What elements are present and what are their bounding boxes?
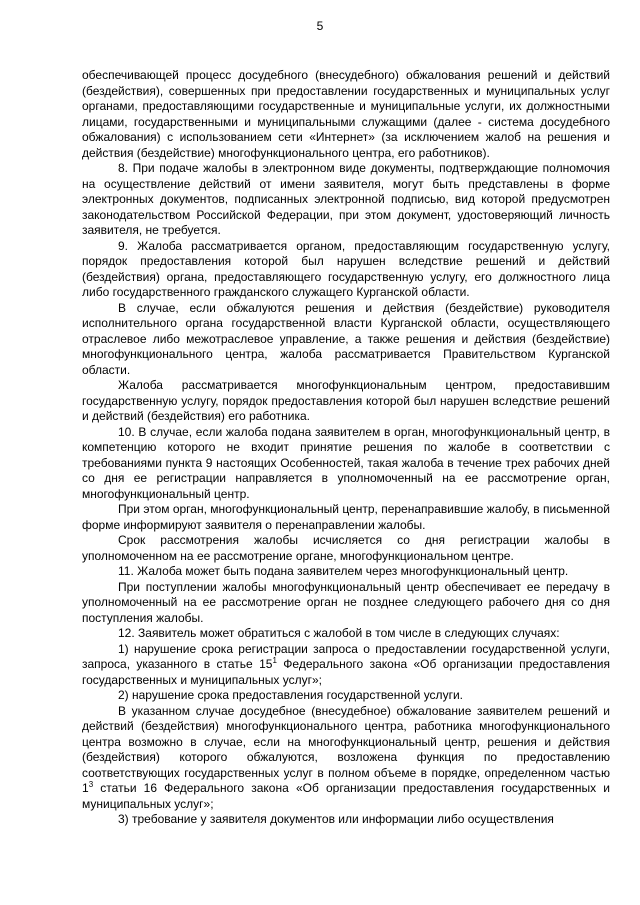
paragraph-text: В указанном случае досудебное (внесудебное) обжалование заявителем решений и действий (бездействия) многофункционального центра, работника многофункционального центра возможно в случае, если на многофункциональный центр, решения и действия (бездействия) которого обжалуются, возложена функция по предоставлению соответствующих государственных услуг в полном объеме в порядке, определенном частью 1 bbox=[82, 703, 610, 795]
paragraph: 10. В случае, если жалоба подана заявителем в орган, многофункциональный центр, в компетенцию которого не входит принятие решения по жалобе в соответствии с требованиями пункта 9 настоящих Особенностей, такая жалоба в течение трех рабочих дней со дня ее регистрации направляется в уполномоченный на ее рассмотрение орган, многофункциональный центр. bbox=[82, 424, 610, 501]
page-number: 5 bbox=[316, 19, 324, 33]
paragraph: 3) требование у заявителя документов или информации либо осуществления bbox=[118, 812, 554, 826]
paragraph: При этом орган, многофункциональный центр, перенаправившие жалобу, в письменной форме информируют заявителя о перенаправлении жалобы. bbox=[82, 502, 610, 532]
paragraph bbox=[82, 704, 610, 813]
paragraph: При поступлении жалобы многофункциональный центр обеспечивает ее передачу в уполномоченный на ее рассмотрение орган не позднее следующего рабочего дня со дня поступления жалобы. bbox=[82, 579, 610, 625]
paragraph: 11. Жалоба может быть подана заявителем через многофункциональный центр. bbox=[118, 564, 569, 578]
paragraph: 12. Заявитель может обратиться с жалобой в том числе в следующих случаях: bbox=[118, 626, 560, 640]
paragraph: 8. При подаче жалобы в электронном виде документы, подтверждающие полномочия на осуществление действий от имени заявителя, могут быть представлены в форме электронных документов, подписанных электронной подписью, вид которой предусмотрен законодательством Российской Федерации, при этом документ, удостоверяющий личность заявителя, не требуется. bbox=[82, 161, 610, 237]
paragraph-text: статьи 16 Федерального закона «Об организации предоставления государственных и муниципальных услуг»; bbox=[82, 781, 610, 811]
paragraph-text: 1) нарушение срока регистрации запроса о предоставлении государственной услуги, запроса, указанного в статье 15 bbox=[82, 641, 610, 671]
superscript: 3 bbox=[88, 780, 94, 789]
paragraph: 2) нарушение срока предоставления государственной услуги. bbox=[118, 688, 463, 702]
paragraph: 9. Жалоба рассматривается органом, предоставляющим государственную услугу, порядок предоставления которой был нарушен вследствие решений и действий (бездействия) органа, предоставляющего государственную услугу, его должностного лица либо государственного гражданского служащего Курганской области. bbox=[82, 238, 610, 299]
paragraph-text: Федерального закона «Об организации предоставления государственных и муниципальных услуг»; bbox=[82, 657, 610, 687]
paragraph bbox=[82, 642, 610, 689]
superscript: 1 bbox=[272, 656, 277, 665]
paragraph: обеспечивающей процесс досудебного (внесудебного) обжалования решений и действий (бездействия), совершенных при предоставлении государственных и муниципальных услуг органами, предоставляющими государственные и муниципальные услуги, их должностными лицами, государственными и муниципальными служащими (далее - система досудебного обжалования) с использованием сети «Интернет» (за исключением жалоб на решения и действия (бездействие) многофункционального центра, его работников). bbox=[82, 68, 610, 160]
paragraph: В случае, если обжалуются решения и действия (бездействие) руководителя исполнительного органа государственной власти Курганской области, осуществляющего отраслевое либо межотраслевое управление, а также решения и действия (бездействие) многофункционального центра, жалоба рассматривается Правительством Курганской области. bbox=[82, 300, 610, 377]
document-body bbox=[82, 68, 610, 828]
paragraph: Срок рассмотрения жалобы исчисляется со дня регистрации жалобы в уполномоченном на ее рассмотрение органе, многофункциональном центре. bbox=[82, 533, 610, 563]
paragraph: Жалоба рассматривается многофункциональным центром, предоставившим государственную услугу, порядок предоставления которой был нарушен вследствие решений и действий (бездействия) его работника. bbox=[82, 378, 610, 423]
